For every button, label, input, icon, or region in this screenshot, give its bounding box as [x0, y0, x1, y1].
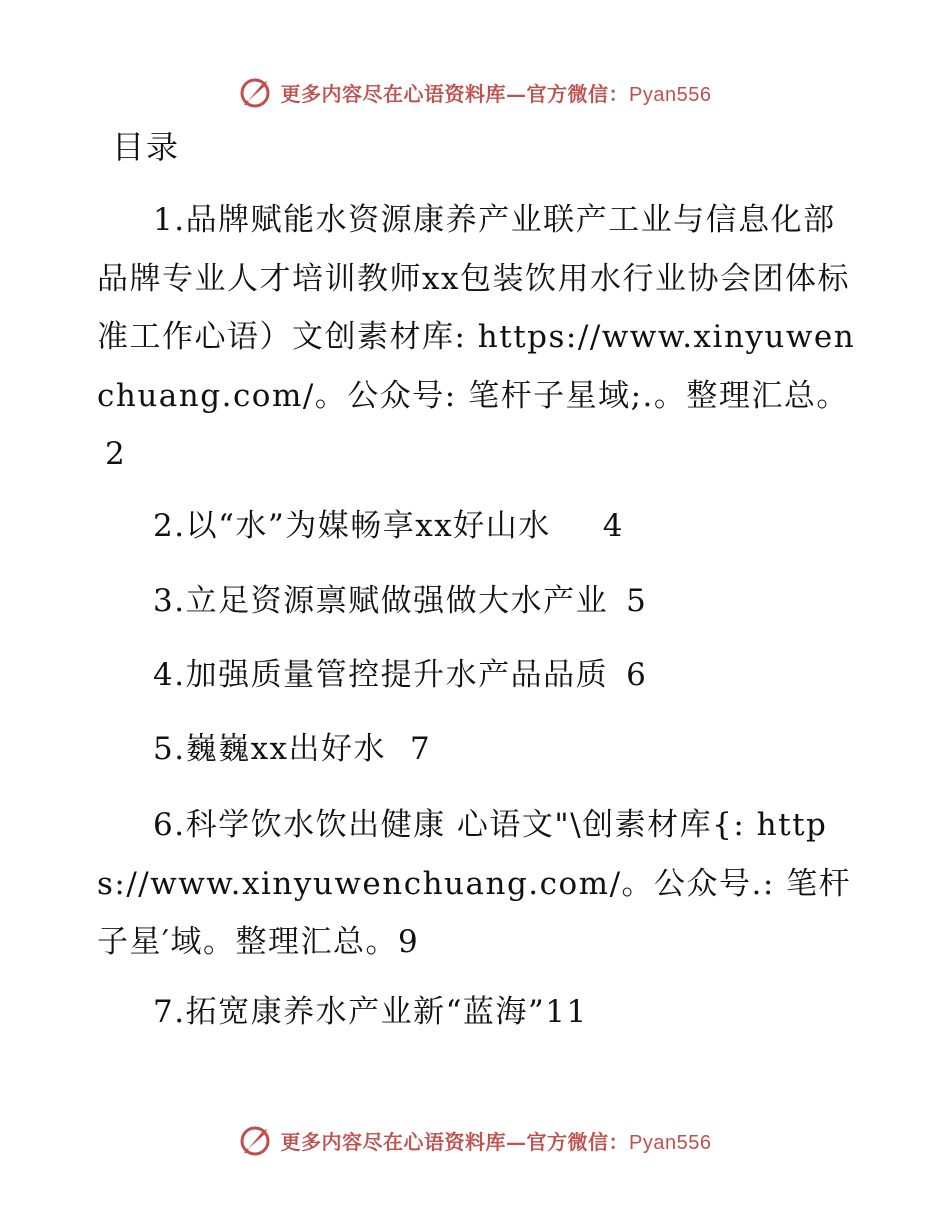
toc-entry-5 [97, 720, 857, 779]
footer-banner-text: 更多内容尽在心语资料库—官方微信：Pyan556 [280, 1129, 712, 1154]
header-wechat-id: Pyan556 [629, 83, 712, 106]
toc-entry-label: 1.品牌赋能水资源康养产业联产工业与信息化部品牌专业人才培训教师xx包装饮用水行业协会团体标准工作心语）文创素材库: https://www.xinyuwenchuang.com/。公众号: 笔杆子星域;.。整理汇总。 [97, 202, 856, 414]
toc-entry-4 [97, 646, 857, 705]
toc-entry-label: 4.加强质量管控提升水产品品质 [153, 657, 609, 693]
toc-entry-page: 6 [626, 657, 648, 693]
toc-entry-page: 5 [626, 583, 648, 619]
header-banner [0, 70, 950, 114]
toc-entry-2 [97, 497, 857, 556]
footer-banner [0, 1118, 950, 1162]
toc-entry-1 [97, 191, 857, 484]
toc-entry-7 [97, 983, 857, 1042]
toc-entry-page: 9 [398, 924, 420, 960]
quill-pen-logo-icon [239, 1123, 273, 1157]
quill-pen-logo-icon [239, 75, 273, 109]
toc-entry-3 [97, 572, 857, 631]
toc-entry-label: 3.立足资源禀赋做强做大水产业 [153, 583, 609, 619]
toc-entry-page: 4 [602, 508, 624, 544]
toc-entry-label: 2.以“水”为媒畅享xx好山水 [153, 508, 551, 544]
header-banner-text: 更多内容尽在心语资料库—官方微信：Pyan556 [280, 81, 712, 106]
toc-entry-page: 7 [410, 731, 432, 767]
toc-entry-page: 2 [105, 436, 127, 472]
toc-entry-6 [97, 796, 857, 972]
toc-entry-label: 6.科学饮水饮出健康 心语文"\创素材库{: https://www.xinyuwenchuang.com/。公众号.: 笔杆子星′域。整理汇总。 [97, 807, 852, 960]
toc-entry-label: 7.拓宽康养水产业新“蓝海” [153, 994, 546, 1030]
footer-wechat-id: Pyan556 [629, 1131, 712, 1154]
toc-entry-label: 5.巍巍xx出好水 [153, 731, 387, 767]
toc-entry-page: 11 [545, 994, 588, 1030]
toc-heading: 目录 [112, 128, 181, 166]
